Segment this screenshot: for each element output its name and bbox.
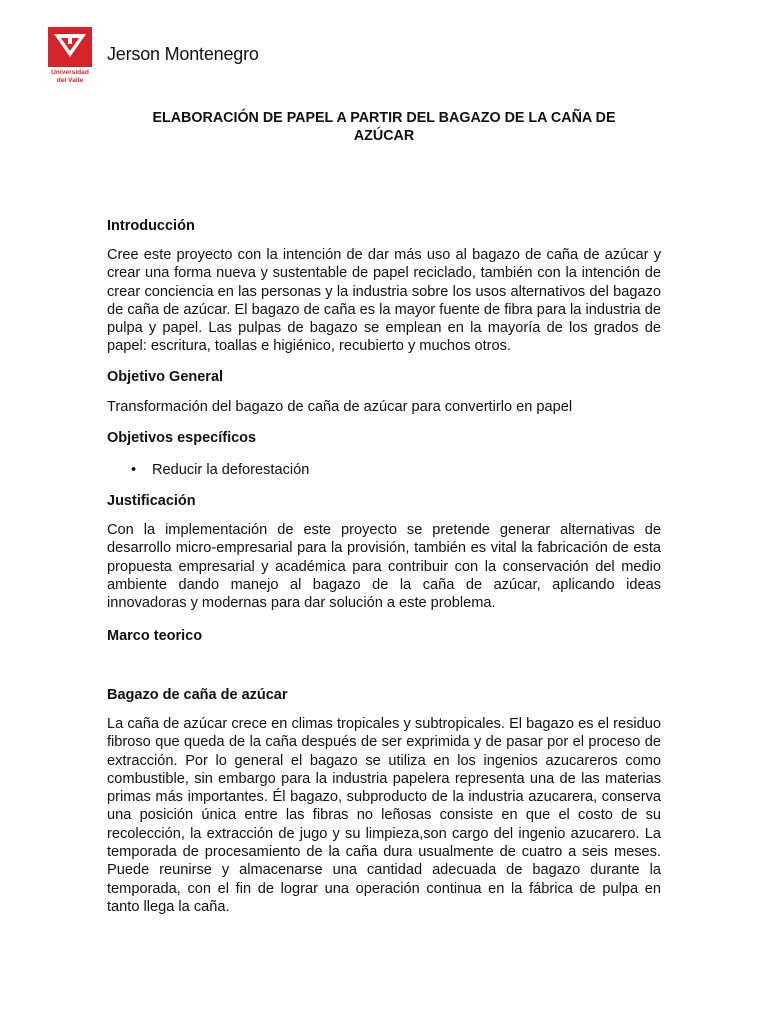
bagasse-heading: Bagazo de caña de azúcar — [107, 687, 288, 703]
author-name: Jerson Montenegro — [107, 44, 259, 64]
list-item-text: Reducir la deforestación — [152, 462, 310, 478]
document-title — [100, 109, 668, 145]
justification-paragraph: Con la implementación de este proyecto se pretende generar alternativas de desarrollo micro-empresarial para la provisión, también es vital la fabricación de esta propuesta empresarial y académica para contribuir con la conservación del medio ambiente dando manejo al bagazo de la caña de azúcar, aplicando ideas innovadoras y modernas para dar solución a este problema. — [107, 522, 661, 612]
general-objective-heading: Objetivo General — [107, 369, 224, 385]
bullet-icon: • — [131, 462, 137, 478]
bagasse-paragraph: La caña de azúcar crece en climas tropicales y subtropicales. El bagazo es el residuo fibroso que queda de la caña después de ser exprimida y de pasar por el proceso de extracción. Por lo general el bagazo se utiliza en los ingenios azucareros como combustible, sin embargo para la industria papelera representa una de las materias primas más importantes. Él bagazo, subproducto de la industria azucarera, conserva una posición única entre las fibras no leñosas consiste en que el costo de su recolección, la extracción de jugo y su limpieza,son cargo del ingenio azucarero. La temporada de procesamiento de la caña dura usualmente de cuatro a seis meses. Puede reunirse y almacenarse una cantidad adecuada de bagazo durante la temporada, con el fin de lograr una operación continua en la fábrica de pulpa en tanto llega la caña. — [107, 716, 661, 915]
logo-caption — [48, 69, 92, 84]
university-logo — [48, 27, 92, 84]
intro-heading: Introducción — [107, 218, 195, 234]
logo-caption-line1: Universidad — [51, 69, 89, 76]
univalle-emblem-icon — [48, 27, 92, 67]
justification-heading: Justificación — [107, 493, 196, 509]
intro-paragraph: Cree este proyecto con la intención de dar más uso al bagazo de caña de azúcar y crear una forma nueva y sustentable de papel reciclado, también con la intención de crear conciencia en las personas y la industria sobre los usos alternativos del bagazo de caña de azúcar. El bagazo de caña es la mayor fuente de fibra para la industria de pulpa y papel. Las pulpas de bagazo se emplean en la mayoría de los grados de papel: escritura, toallas e higiénico, recubierto y muchos otros. — [107, 247, 661, 355]
list-item — [107, 461, 706, 479]
framework-heading: Marco teorico — [107, 628, 203, 644]
logo-caption-line2: del Valle — [56, 76, 84, 84]
general-objective-text: Transformación del bagazo de caña de azúcar para convertirlo en papel — [107, 399, 573, 415]
title-line-1: ELABORACIÓN DE PAPEL A PARTIR DEL BAGAZO DE LA CAÑA DE — [152, 110, 616, 126]
title-line-2: AZÚCAR — [353, 128, 415, 144]
specific-objectives-heading: Objetivos específicos — [107, 430, 257, 446]
